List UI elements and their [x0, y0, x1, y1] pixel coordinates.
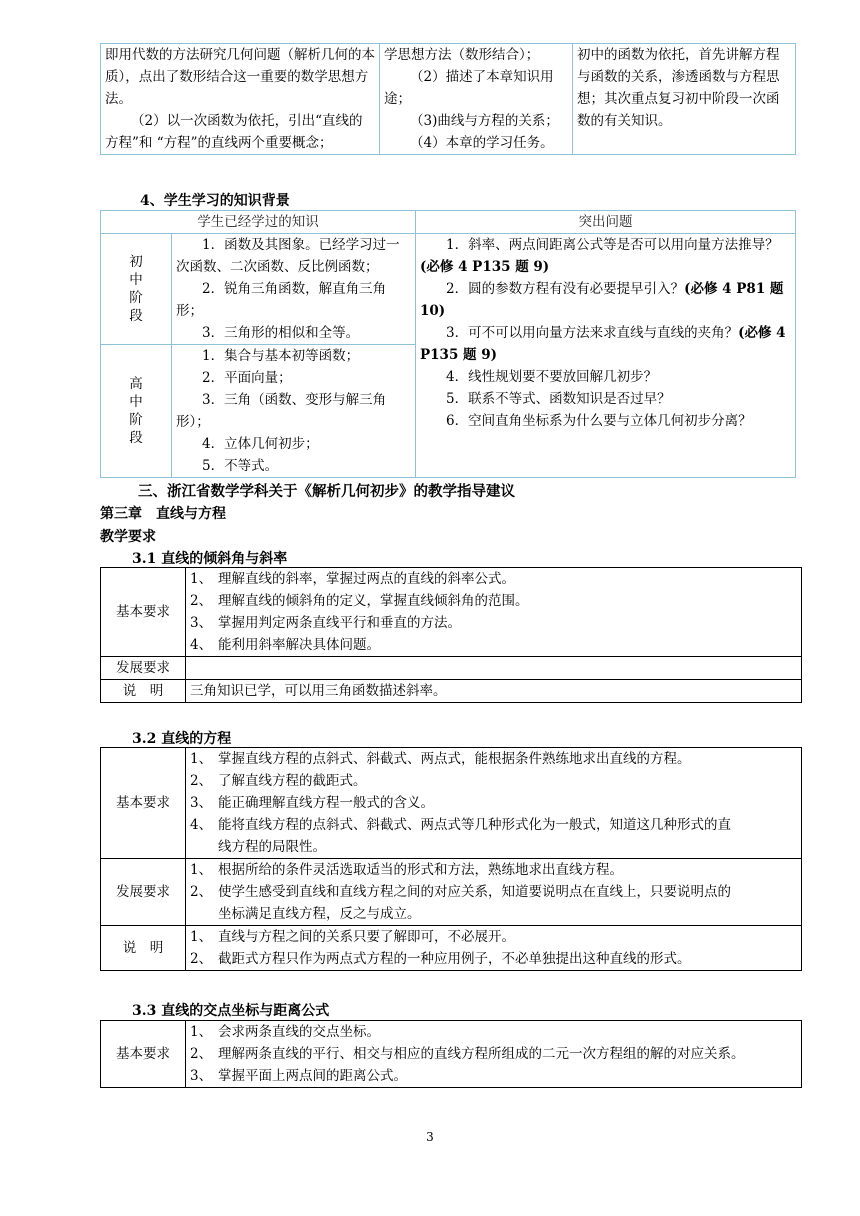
- s31-dev: [186, 657, 802, 680]
- top-table: [100, 43, 796, 155]
- s32-basic-label: 基本要求: [101, 748, 186, 859]
- s33-title: 3.3 直线的交点坐标与距离公式: [132, 1003, 330, 1019]
- senior-items: 1．集合与基本初等函数； 2．平面向量； 3．三角（函数、变形与解三角形）； 4．立体几何初步； 5．不等式。: [172, 345, 416, 478]
- knowledge-table: [100, 210, 796, 478]
- junior-items: 1．函数及其图象。已经学习过一次函数、二次函数、反比例函数； 2．锐角三角函数，解直角三角形； 3．三角形的相似和全等。: [172, 234, 416, 345]
- req-heading: 教学要求: [100, 529, 156, 545]
- section4-title: 4、学生学习的知识背景: [140, 193, 290, 209]
- s31-table: [100, 567, 802, 703]
- junior-label: 初中阶段: [101, 234, 172, 345]
- s33-basic: 1、 会求两条直线的交点坐标。 2、 理解两条直线的平行、相交与相应的直线方程所组成的二元一次方程组的解的对应关系。 3、 掌握平面上两点间的距离公式。: [186, 1021, 802, 1088]
- header-issues: 突出问题: [416, 211, 796, 234]
- senior-label: 高中阶段: [101, 345, 172, 478]
- issues-list: 1．斜率、两点间距离公式等是否可以用向量方法推导？(必修 4 P135 题 9) 2．圆的参数方程有没有必要提早引入？(必修 4 P81 题 10) 3．可不可以用向量方法来求直线与直线的夹角？(必修 4 P135 题 9) 4．线性规划要不要放回解几初步？ 5．联系不等式、函数知识是否过早？ 6．空间直角坐标系为什么要与立体几何初步分离？: [416, 234, 796, 478]
- s32-basic: 1、 掌握直线方程的点斜式、斜截式、两点式，能根据条件熟练地求出直线的方程。 2、 了解直线方程的截距式。 3、 能正确理解直线方程一般式的含义。 4、 能将直线方程的点斜式、斜截式、两点式等几种形式化为一般式，知道这几种形式的直 线方程的局限性。: [186, 748, 802, 859]
- top-col1: 即用代数的方法研究几何问题（解析几何的本质），点出了数形结合这一重要的数学思想方法。 （2）以一次函数为依托，引出“直线的方程”和 “方程”的直线两个重要概念；: [101, 44, 380, 155]
- s31-note: 三角知识已学，可以用三角函数描述斜率。: [186, 680, 802, 703]
- s31-note-label: 说 明: [101, 680, 186, 703]
- s32-title: 3.2 直线的方程: [132, 731, 232, 747]
- s31-dev-label: 发展要求: [101, 657, 186, 680]
- s32-dev: 1、 根据所给的条件灵活选取适当的形式和方法，熟练地求出直线方程。 2、 使学生感受到直线和直线方程之间的对应关系，知道要说明点在直线上，只要说明点的 坐标满足直线方程，反之与成立。: [186, 859, 802, 926]
- section3-title: 三、浙江省数学学科关于《解析几何初步》的教学指导建议: [138, 483, 515, 500]
- s31-basic-label: 基本要求: [101, 568, 186, 657]
- s31-basic: 1、 理解直线的斜率，掌握过两点的直线的斜率公式。 2、 理解直线的倾斜角的定义，掌握直线倾斜角的范围。 3、 掌握用判定两条直线平行和垂直的方法。 4、 能利用斜率解决具体问题。: [186, 568, 802, 657]
- page-number: 3: [426, 1130, 434, 1144]
- s32-note-label: 说 明: [101, 926, 186, 971]
- top-col3: 初中的函数为依托，首先讲解方程与函数的关系，渗透函数与方程思想；其次重点复习初中阶段一次函数的有关知识。: [573, 44, 796, 155]
- header-learned: 学生已经学过的知识: [101, 211, 416, 234]
- s32-dev-label: 发展要求: [101, 859, 186, 926]
- s31-title: 3.1 直线的倾斜角与斜率: [132, 551, 288, 567]
- s33-basic-label: 基本要求: [101, 1021, 186, 1088]
- chapter-title: 第三章 直线与方程: [100, 506, 226, 522]
- s32-note: 1、 直线与方程之间的关系只要了解即可，不必展开。 2、 截距式方程只作为两点式方程的一种应用例子，不必单独提出这种直线的形式。: [186, 926, 802, 971]
- s33-table: [100, 1020, 802, 1088]
- top-col2: 学思想方法（数形结合）； （2）描述了本章知识用途； （3)曲线与方程的关系； （4）本章的学习任务。: [380, 44, 573, 155]
- s32-table: [100, 747, 802, 971]
